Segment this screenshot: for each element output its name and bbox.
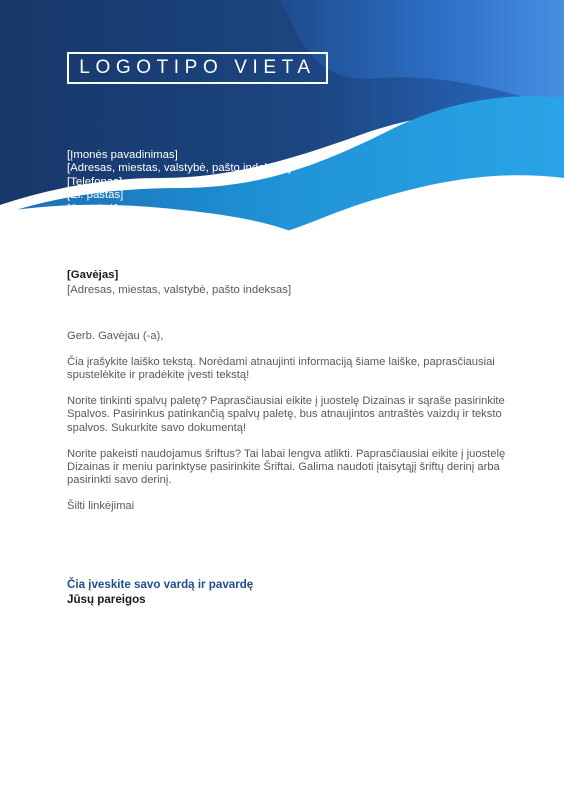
recipient-name[interactable]: [Gavėjas] <box>67 269 119 281</box>
letter-closing[interactable]: Šilti linkėjimai <box>67 500 135 513</box>
company-website[interactable]: [Svetainė] <box>67 202 118 215</box>
recipient-block <box>67 268 291 298</box>
signature-title[interactable]: Jūsų pareigos <box>67 592 146 606</box>
company-info <box>67 149 291 216</box>
letter-paragraph[interactable]: Norite pakeisti naudojamus šriftus? Tai labai lengva atlikti. Paprasčiausiai eikite į juostelę Dizainas ir meniu parinktyse pasirinkite Šriftai. Galima naudoti įtaisytąjį šriftų derinį arba pasirinkti savo derinį. <box>67 447 506 487</box>
signature-name[interactable]: Čia įveskite savo vardą ir pavardę <box>67 578 254 591</box>
company-address[interactable]: [Adresas, miestas, valstybė, pašto indeksas] <box>67 162 292 175</box>
company-name[interactable]: [Įmonės pavadinimas] <box>67 149 178 161</box>
letter-paragraph[interactable]: Čia įrašykite laiško tekstą. Norėdami atnaujinti informaciją šiame laiške, paprasčiausiai spustelėkite ir pradėkite įvesti tekstą! <box>67 356 495 382</box>
letter-greeting[interactable]: Gerb. Gavėjau (-a), <box>67 330 164 342</box>
logo-text: LOGOTIPO VIETA <box>79 57 316 78</box>
recipient-address[interactable]: [Adresas, miestas, valstybė, pašto indeksas] <box>67 284 292 296</box>
letter-paragraph[interactable]: Norite tinkinti spalvų paletę? Paprasčiausiai eikite į juostelę Dizainas ir sąraše pasirinkite Spalvos. Pasirinkus patinkančią spalvų paletę, bus atnaujintos antraštės vaizdų ir teksto spalvos. Sukurkite savo dokumentą! <box>67 395 505 434</box>
signature-block <box>67 578 253 607</box>
company-email[interactable]: [El. paštas] <box>67 189 124 202</box>
letter-body <box>67 330 507 526</box>
logo-placeholder[interactable] <box>67 52 328 84</box>
company-phone[interactable]: [Telefonas] <box>67 175 123 188</box>
